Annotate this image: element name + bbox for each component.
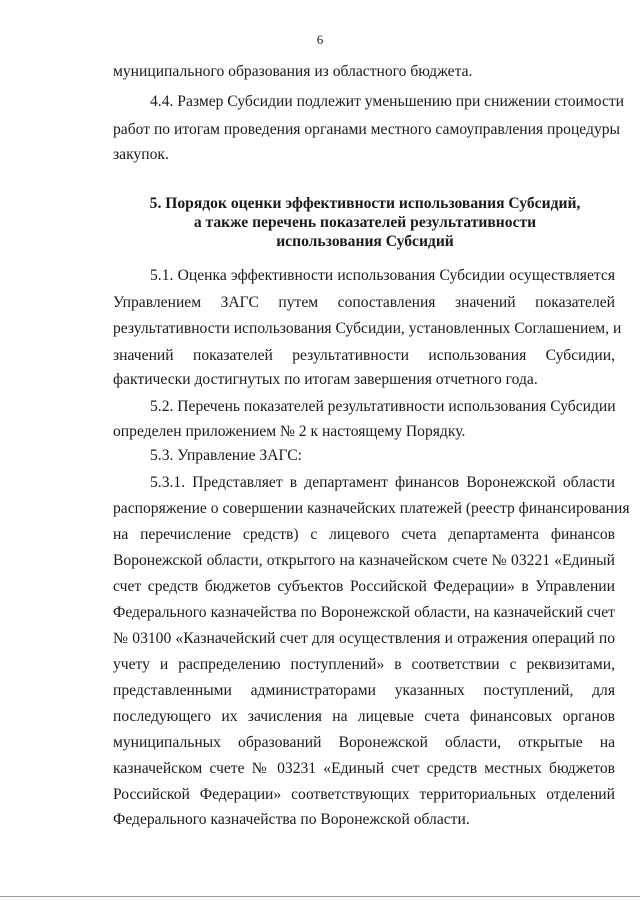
paragraph-5-3-1-line: последующего их зачисления на лицевые счета финансовых органов	[113, 708, 615, 725]
page-number: 6	[316, 32, 324, 47]
paragraph-5-1-line: 5.1. Оценка эффективности использования Субсидии осуществляется	[150, 267, 615, 284]
section-heading-line: 5. Порядок оценки эффективности использования Субсидий,	[149, 195, 581, 212]
paragraph-5-3-1-line: Федерального казначейства по Воронежской области, на казначейский счет	[113, 604, 615, 621]
paragraph-5-2-line: определен приложением № 2 к настоящему Порядку.	[113, 423, 466, 440]
paragraph-5-1-line: результативности использования Субсидии, установленных Соглашением, и	[113, 320, 622, 337]
paragraph-5-3-1-line: учету и распределению поступлений» в соответствии с реквизитами,	[113, 656, 615, 673]
paragraph-5-2-line: 5.2. Перечень показателей результативности использования Субсидии	[150, 398, 616, 415]
paragraph-5-3-1-line: Воронежской области, открытого на казначейском счете № 03221 «Единый	[113, 552, 615, 569]
paragraph-5-3-1-line: Федерального казначейства по Воронежской области.	[113, 811, 470, 828]
scan-edge-rule	[0, 896, 640, 897]
paragraph-4-4-line: работ по итогам проведения органами местного самоуправления процедуры	[113, 121, 621, 138]
paragraph-4-4-line: закупок.	[113, 146, 169, 163]
section-heading-line: а также перечень показателей результативности	[193, 214, 537, 231]
text-line: муниципального образования из областного бюджета.	[113, 63, 473, 80]
paragraph-4-4-line: 4.4. Размер Субсидии подлежит уменьшению при снижении стоимости	[150, 93, 625, 110]
paragraph-5-3-1-line: 5.3.1. Представляет в департамент финансов Воронежской области	[150, 474, 615, 491]
section-heading-line: использования Субсидий	[276, 233, 454, 250]
paragraph-5-1-line: фактически достигнутых по итогам завершения отчетного года.	[113, 371, 538, 388]
paragraph-5-3-1-line: представленными администраторами указанных поступлений, для	[113, 682, 615, 699]
paragraph-5-3-1-line: распоряжение о совершении казначейских платежей (реестр финансирования	[113, 500, 630, 517]
paragraph-5-3-1-line: Российской Федерации» соответствующих территориальных отделений	[113, 786, 615, 803]
paragraph-5-3-line: 5.3. Управление ЗАГС:	[150, 447, 303, 464]
paragraph-5-1-line: значений показателей результативности использования Субсидии,	[113, 347, 615, 364]
paragraph-5-3-1-line: казначейском счете № 03231 «Единый счет средств местных бюджетов	[113, 760, 615, 777]
paragraph-5-3-1-line: № 03100 «Казначейский счет для осуществления и отражения операций по	[113, 630, 615, 647]
paragraph-5-3-1-line: счет средств бюджетов субъектов Российской Федерации» в Управлении	[113, 578, 615, 595]
paragraph-5-3-1-line: муниципальных образований Воронежской области, открытые на	[113, 734, 615, 751]
paragraph-5-1-line: Управлением ЗАГС путем сопоставления значений показателей	[113, 294, 615, 311]
paragraph-5-3-1-line: на перечисление средств) с лицевого счета департамента финансов	[113, 526, 615, 543]
